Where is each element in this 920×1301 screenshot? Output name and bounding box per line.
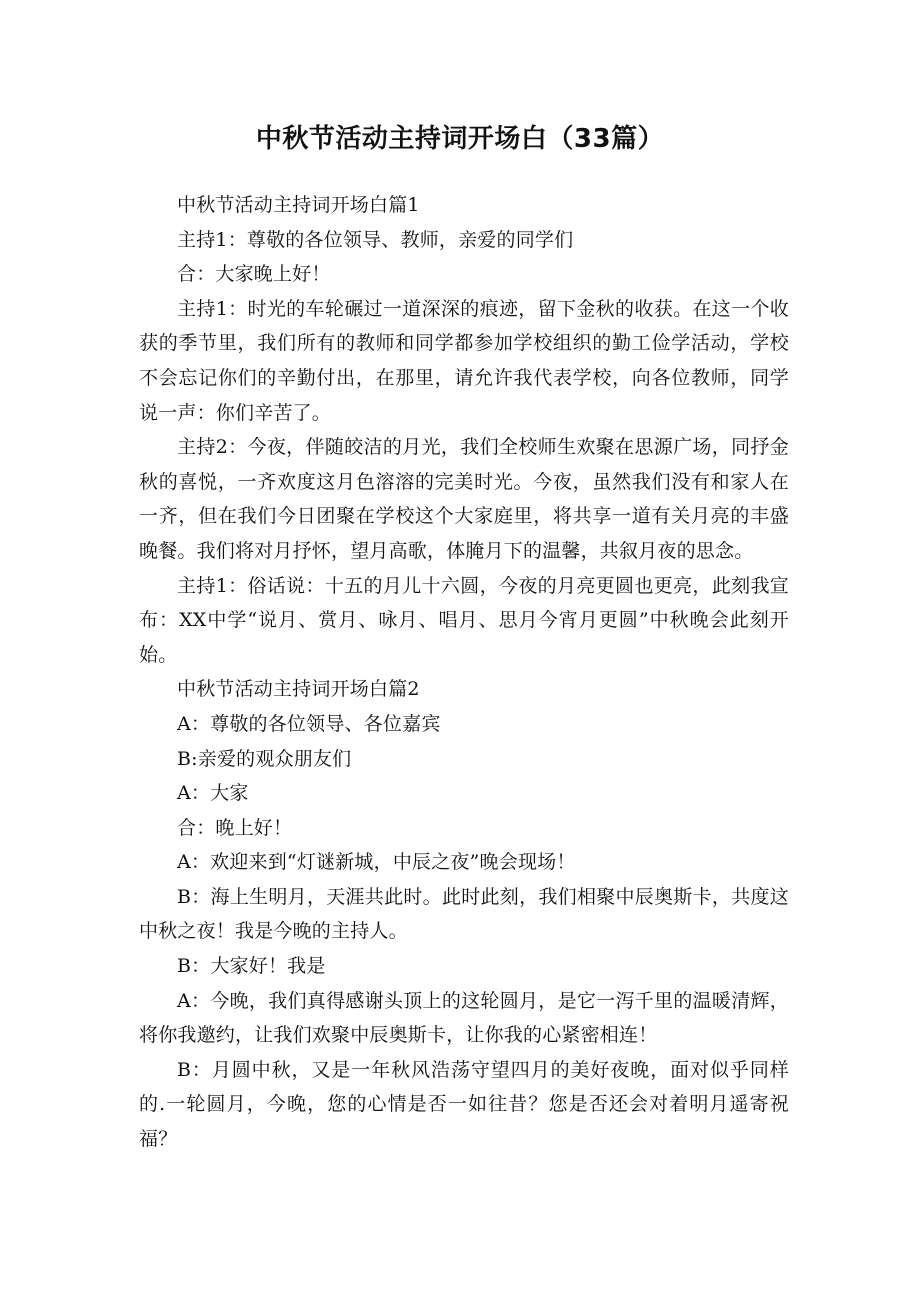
paragraph: B：大家好！我是 [177, 955, 326, 978]
page-title: 中秋节活动主持词开场白（33篇） [255, 124, 665, 154]
paragraph: B:亲爱的观众朋友们 [177, 747, 352, 770]
paragraph: 主持2：今夜，伴随皎洁的月光，我们全校师生欢聚在思源广场，同抒金秋的喜悦，一齐欢度这月色溶溶的完美时光。今夜，虽然我们没有和家人在一齐，但在我们今日团聚在学校这个大家庭里，将共享一道有关月亮的丰盛晚餐。我们将对月抒怀，望月高歌，体腌月下的温馨，共叙月夜的思念。 [139, 436, 789, 562]
paragraph: A：今晚，我们真得感谢头顶上的这轮圆月，是它一泻千里的温暖清辉，将你我邀约，让我们欢聚中辰奥斯卡，让你我的心紧密相连！ [139, 989, 789, 1047]
section-heading-2: 中秋节活动主持词开场白篇2 [177, 678, 420, 701]
paragraph: A：尊敬的各位领导、各位嘉宾 [177, 712, 441, 735]
paragraph: A：大家 [177, 782, 249, 805]
paragraph: 主持1：时光的车轮碾过一道深深的痕迹，留下金秋的收获。在这一个收获的季节里，我们所有的教师和同学都参加学校组织的勤工俭学活动，学校不会忘记你们的辛勤付出，在那里，请允许我代表学校，向各位教师，同学说一声：你们辛苦了。 [139, 297, 789, 424]
paragraph: B：海上生明月，天涯共此时。此时此刻，我们相聚中辰奥斯卡，共度这中秋之夜！我是今晚的主持人。 [139, 885, 789, 943]
paragraph: B：月圆中秋，又是一年秋风浩荡守望四月的美好夜晚，面对似乎同样的.一轮圆月，今晚，您的心情是否一如往昔？您是否还会对着明月遥寄祝福？ [139, 1058, 789, 1151]
section-heading-1: 中秋节活动主持词开场白篇1 [177, 194, 420, 216]
paragraph: 合：晚上好！ [177, 816, 293, 839]
paragraph: 主持1：尊敬的各位领导、教师，亲爱的同学们 [177, 228, 574, 251]
paragraph: 合：大家晚上好！ [177, 263, 331, 286]
paragraph: 主持1：俗话说：十五的月儿十六圆，今夜的月亮更圆也更亮，此刻我宣布：XX中学“说月、赏月、咏月、唱月、思月今宵月更圆”中秋晚会此刻开始。 [139, 574, 789, 666]
paragraph: A：欢迎来到“灯谜新城，中辰之夜”晚会现场！ [177, 851, 576, 874]
document-body [139, 188, 789, 1157]
